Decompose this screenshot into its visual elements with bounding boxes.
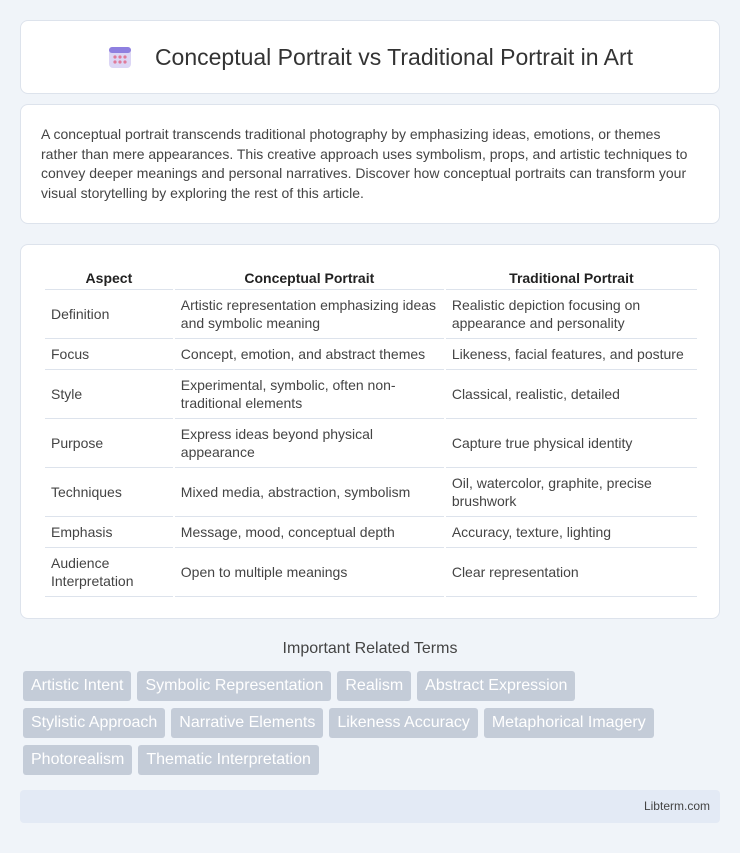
- header-traditional: Traditional Portrait: [446, 263, 697, 290]
- row-traditional: Accuracy, texture, lighting: [446, 517, 697, 548]
- table-header-row: [45, 263, 697, 290]
- table-row: [45, 370, 697, 419]
- table-row: [45, 517, 697, 548]
- related-term-tag[interactable]: Symbolic Representation: [137, 671, 331, 701]
- page-title: Conceptual Portrait vs Traditional Portrait in Art: [154, 43, 634, 70]
- related-term-tag[interactable]: Artistic Intent: [23, 671, 131, 701]
- row-traditional: Likeness, facial features, and posture: [446, 339, 697, 370]
- row-traditional: Realistic depiction focusing on appearance and personality: [446, 290, 697, 339]
- comparison-table: [43, 263, 699, 597]
- row-conceptual: Mixed media, abstraction, symbolism: [175, 468, 444, 517]
- table-row: [45, 468, 697, 517]
- comparison-table-card: [20, 244, 720, 619]
- related-term-tag[interactable]: Photorealism: [23, 745, 132, 775]
- related-terms-heading: Important Related Terms: [282, 640, 458, 657]
- row-conceptual: Open to multiple meanings: [175, 548, 444, 597]
- row-traditional: Oil, watercolor, graphite, precise brushwork: [446, 468, 697, 517]
- related-term-tag[interactable]: Stylistic Approach: [23, 708, 165, 738]
- row-traditional: Classical, realistic, detailed: [446, 370, 697, 419]
- footer-site-link[interactable]: Libterm.com: [643, 799, 710, 813]
- related-term-tag[interactable]: Abstract Expression: [417, 671, 575, 701]
- row-traditional: Clear representation: [446, 548, 697, 597]
- row-traditional: Capture true physical identity: [446, 419, 697, 468]
- row-aspect: Audience Interpretation: [45, 548, 173, 597]
- related-term-tag[interactable]: Likeness Accuracy: [329, 708, 478, 738]
- row-aspect: Techniques: [45, 468, 173, 517]
- intro-paragraph: A conceptual portrait transcends traditional photography by emphasizing ideas, emotions, or themes rather than mere appearances. This creative approach uses symbolism, props, and artistic techniques to convey deeper meanings and personal narratives. Discover how conceptual portraits can transform your visual storytelling by exploring the rest of this article.: [41, 126, 688, 201]
- table-row: [45, 419, 697, 468]
- row-conceptual: Express ideas beyond physical appearance: [175, 419, 444, 468]
- intro-card: [20, 104, 720, 224]
- row-aspect: Style: [45, 370, 173, 419]
- row-conceptual: Message, mood, conceptual depth: [175, 517, 444, 548]
- header-aspect: Aspect: [45, 263, 173, 290]
- row-conceptual: Concept, emotion, and abstract themes: [175, 339, 444, 370]
- row-aspect: Definition: [45, 290, 173, 339]
- related-term-tag[interactable]: Metaphorical Imagery: [484, 708, 654, 738]
- title-card: [20, 20, 720, 94]
- row-aspect: Emphasis: [45, 517, 173, 548]
- related-term-tag[interactable]: Narrative Elements: [171, 708, 323, 738]
- related-term-tag[interactable]: Thematic Interpretation: [138, 745, 319, 775]
- related-terms-list: [23, 671, 703, 782]
- table-row: [45, 290, 697, 339]
- related-term-tag[interactable]: Realism: [337, 671, 411, 701]
- footer: [20, 790, 720, 823]
- row-conceptual: Artistic representation emphasizing ideas and symbolic meaning: [175, 290, 444, 339]
- row-aspect: Purpose: [45, 419, 173, 468]
- table-row: [45, 339, 697, 370]
- header-conceptual: Conceptual Portrait: [175, 263, 444, 290]
- calendar-grid-icon: [107, 44, 133, 70]
- row-conceptual: Experimental, symbolic, often non-traditional elements: [175, 370, 444, 419]
- row-aspect: Focus: [45, 339, 173, 370]
- table-row: [45, 548, 697, 597]
